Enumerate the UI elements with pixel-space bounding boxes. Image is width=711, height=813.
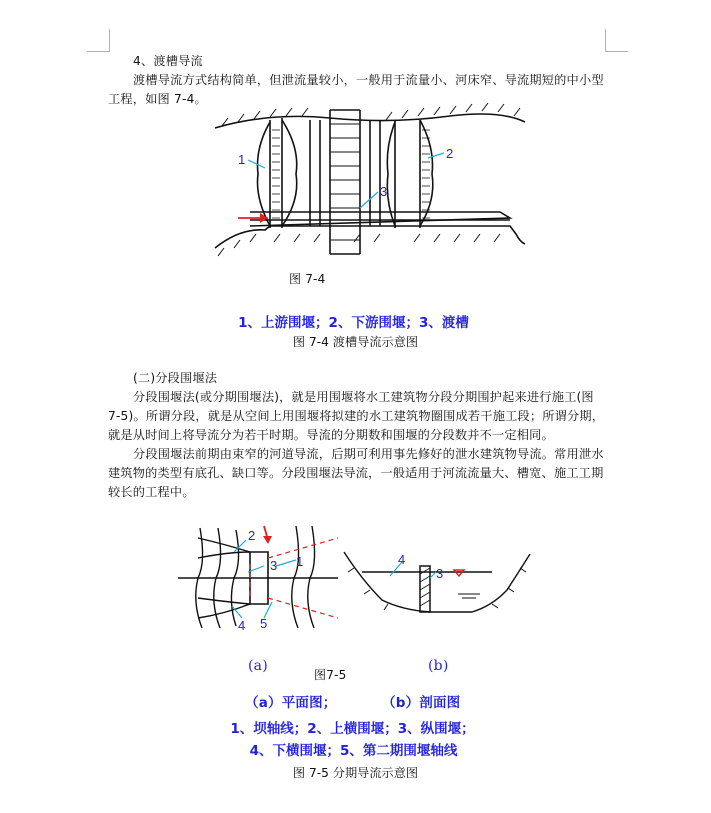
fig75b-label-3: 3	[436, 566, 444, 581]
fig75a-label-5: 5	[260, 616, 268, 631]
fig75-legend-a: （a）平面图；	[245, 695, 337, 711]
fig75a-label-2: 2	[248, 528, 256, 543]
paragraph-line: 分段围堰法前期由束窄的河道导流，后期可利用事先修好的泄水建筑物导流。常用泄水	[133, 447, 604, 461]
fig74-label-3: 3	[380, 184, 388, 199]
fig75a-label-4: 4	[238, 618, 246, 633]
paragraph-line: 就是从时间上将导流分为若干时期。导流的分期数和围堰的分段数并不一定相同。	[108, 428, 554, 442]
paragraph-line: 分段围堰法(或分期围堰法)，就是用围堰将水工建筑物分段分期围护起来进行施工(图	[133, 390, 594, 404]
fig74-label-1: 1	[238, 152, 246, 167]
fig74-legend: 1、上游围堰；2、下游围堰；3、渡槽	[238, 315, 469, 331]
paragraph-line: 较长的工程中。	[108, 485, 195, 499]
paragraph-line: 工程，如图 7-4。	[108, 92, 207, 106]
fig75a-label-3: 3	[270, 558, 278, 573]
fig75-caption: 图 7-5 分期导流示意图	[292, 766, 419, 780]
fig74-caption: 图 7-4 渡槽导流示意图	[292, 335, 419, 349]
fig75a-label-1: 1	[296, 554, 304, 569]
fig74-inner-caption: 图 7-4	[289, 272, 326, 286]
figure-7-4	[210, 108, 530, 258]
paragraph-line: 渡槽导流方式结构简单，但泄流量较小，一般用于流量小、河床窄、导流期短的中小型	[133, 73, 604, 87]
paragraph-line: 7-5)。所谓分段，就是从空间上用围堰将拟建的水工建筑物圈围成若干施工段；所谓分期，	[108, 409, 605, 423]
figure-7-5a-plan	[178, 522, 338, 632]
fig75-legend-b: （b）剖面图	[382, 695, 461, 711]
page-corner-top-left	[87, 29, 110, 52]
fig75-sub-b: (b)	[428, 658, 449, 674]
fig75-sub-a: (a)	[248, 658, 268, 674]
page-corner-top-right	[605, 29, 628, 52]
figure-7-5b-section	[342, 550, 532, 620]
section-heading-4: 4、渡槽导流	[133, 54, 203, 68]
fig75-inner-caption: 图7-5	[314, 668, 347, 682]
fig75b-label-4: 4	[398, 552, 406, 567]
fig74-label-2: 2	[446, 146, 454, 161]
paragraph-line: 建筑物的类型有底孔、缺口等。分段围堰法导流，一般适用于河流流量大、槽宽、施工工期	[108, 466, 604, 480]
fig75-legend-line3: 4、下横围堰；5、第二期围堰轴线	[249, 743, 458, 759]
section-heading-2: (二)分段围堰法	[133, 371, 218, 385]
fig75-legend-line2: 1、坝轴线；2、上横围堰；3、纵围堰；	[230, 721, 475, 737]
